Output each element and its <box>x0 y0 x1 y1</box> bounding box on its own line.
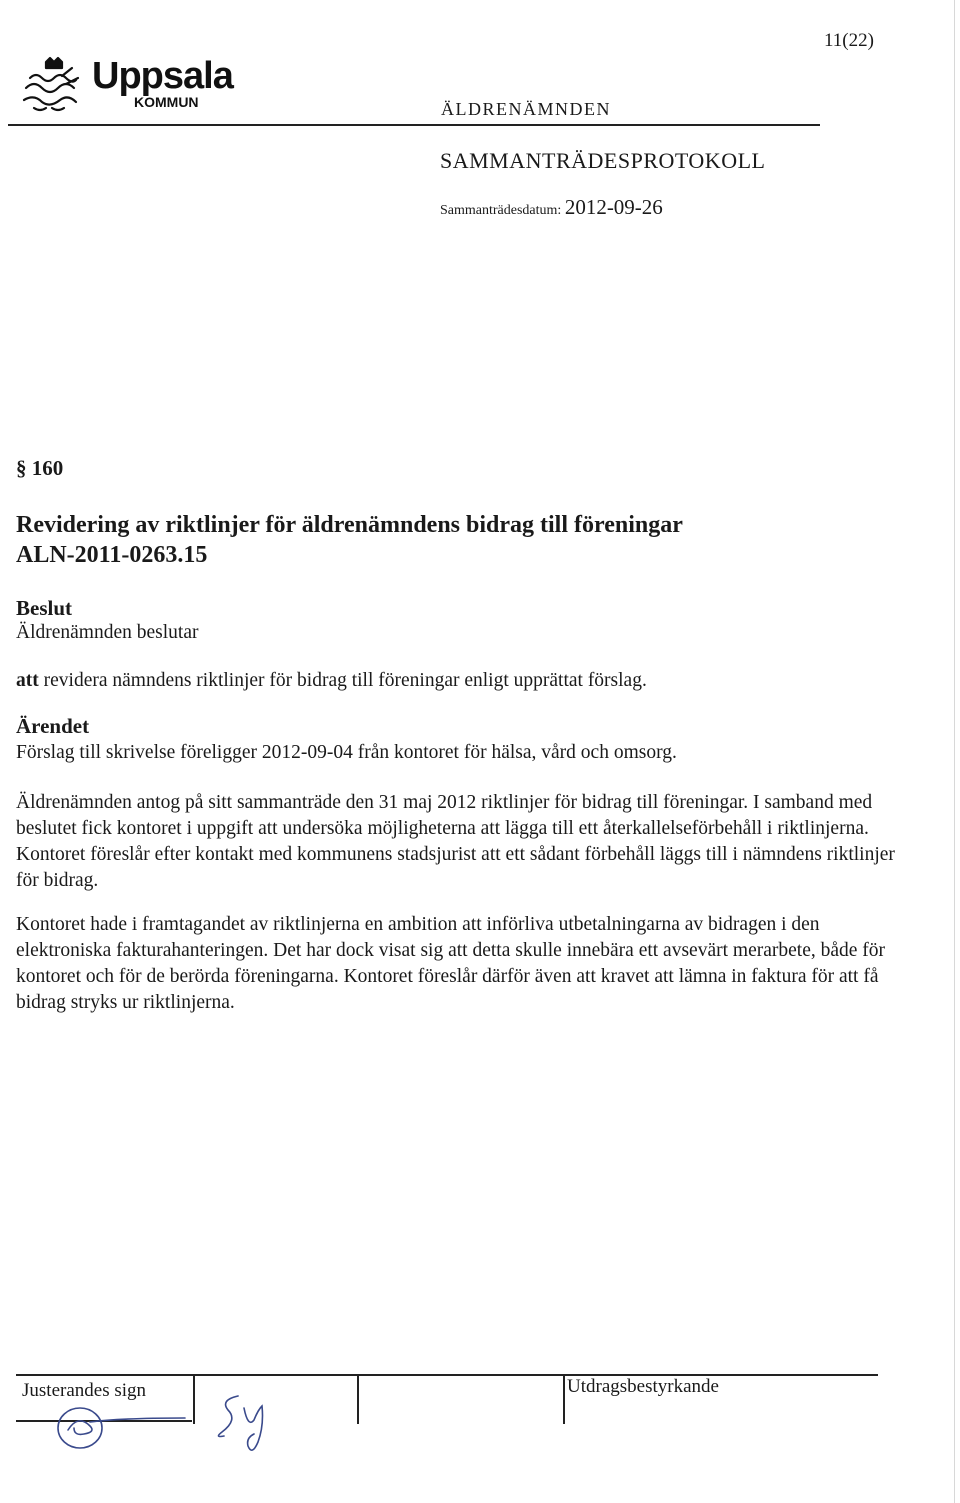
department-name: ÄLDRENÄMNDEN <box>441 99 611 119</box>
signature-column-divider <box>563 1374 565 1424</box>
document-title: SAMMANTRÄDESPROTOKOLL <box>440 148 766 173</box>
logo-wordmark: Uppsala <box>92 55 233 97</box>
body-paragraph-1: Äldrenämnden antog på sitt sammanträde den 31 maj 2012 riktlinjer för bidrag till föreningar. I samband med beslutet fick kontoret i uppgift att undersöka möjligheterna att lägga till ett återkallelseförbehåll i riktlinjerna. Kontoret föreslår efter kontakt med kommunens stadsjurist att ett sådant förbehåll läggs till i nämndens riktlinjer för bidrag. <box>16 792 895 891</box>
coat-of-arms-icon <box>16 56 88 116</box>
header-divider <box>8 124 820 126</box>
signature-divider <box>16 1374 878 1376</box>
justerandes-sign-label: Justerandes sign <box>22 1380 147 1401</box>
beslut-heading: Beslut <box>16 596 73 620</box>
item-reference: ALN-2011-0263.15 <box>16 542 208 568</box>
arendet-heading: Ärendet <box>16 714 90 738</box>
beslut-text: Äldrenämnden beslutar <box>16 622 199 643</box>
meeting-date <box>440 195 663 220</box>
page-number: 11(22) <box>824 30 874 51</box>
att-text: revidera nämndens riktlinjer för bidrag till föreningar enligt upprättat förslag. <box>38 670 647 691</box>
arendet-text: Förslag till skrivelse föreligger 2012-09-04 från kontoret för hälsa, vård och omsorg. <box>16 742 677 763</box>
item-title-line1: Revidering av riktlinjer för äldrenämndens bidrag till föreningar <box>16 512 683 538</box>
handwritten-signature-2 <box>208 1390 288 1462</box>
body-paragraph-2: Kontoret hade i framtagandet av riktlinjerna en ambition att införliva utbetalningarna av bidragen i den elektroniska fakturahanteringen. Det har dock visat sig att detta skulle innebära ett avsevärt merarbete, både för kontoret och för de berörda föreningarna. Kontoret föreslår därför även att kravet att lämna in faktura för att få bidrag stryks ur riktlinjerna. <box>16 914 886 1013</box>
uppsala-kommun-logo <box>16 56 246 116</box>
att-clause <box>16 668 896 694</box>
date-label: Sammanträdesdatum: <box>440 203 565 218</box>
item-title <box>16 510 683 570</box>
logo-subtitle: KOMMUN <box>134 94 199 110</box>
utdragsbestyrkande-label: Utdragsbestyrkande <box>567 1376 719 1397</box>
handwritten-signature-1 <box>50 1400 200 1460</box>
att-keyword: att <box>16 670 39 691</box>
page-edge <box>954 0 955 1503</box>
section-number: § 160 <box>16 456 64 480</box>
signature-column-divider <box>357 1374 359 1424</box>
date-value: 2012-09-26 <box>564 195 663 219</box>
